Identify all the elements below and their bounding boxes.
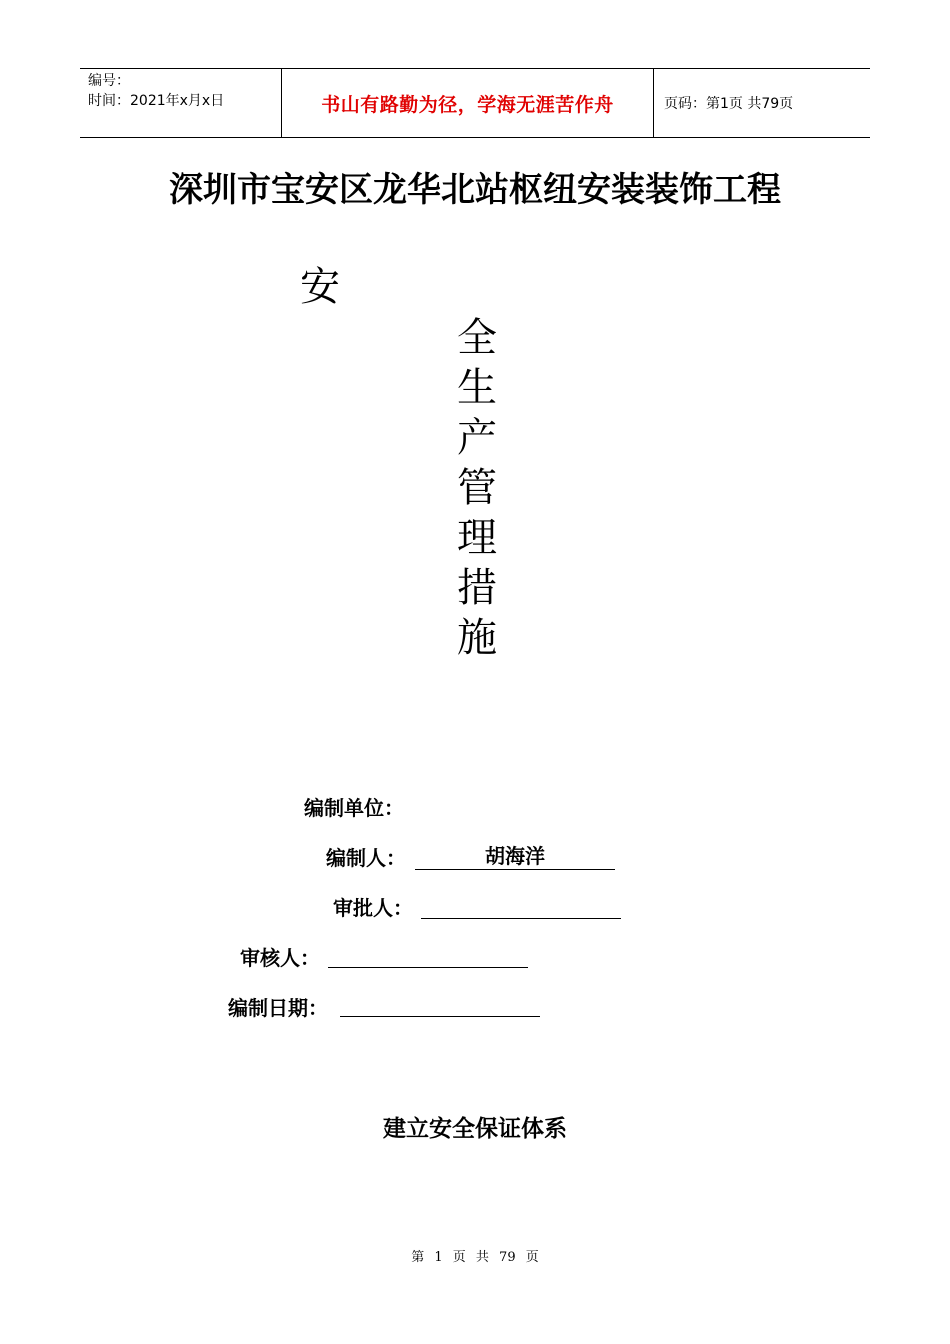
section-heading: 建立安全保证体系 bbox=[383, 1115, 567, 1142]
reviewer-label: 审核人： bbox=[240, 946, 320, 970]
editor-label: 编制人： bbox=[326, 846, 406, 870]
unit-label: 编制单位： bbox=[304, 796, 404, 820]
subtitle-char: 措 bbox=[457, 565, 497, 611]
subtitle-char: 生 bbox=[457, 365, 497, 411]
subtitle-first-char: 安 bbox=[300, 264, 340, 310]
header-motto: 书山有路勤为径，学海无涯苦作舟 bbox=[281, 69, 654, 137]
header-page-info: 页码：第1页 共79页 bbox=[664, 96, 794, 112]
vertical-subtitle bbox=[455, 313, 499, 663]
subtitle-char: 施 bbox=[457, 615, 497, 661]
document-title: 深圳市宝安区龙华北站枢纽安装装饰工程 bbox=[169, 170, 781, 210]
reviewer-line bbox=[328, 941, 528, 968]
approver-label: 审批人： bbox=[333, 896, 413, 920]
date-label: 编制日期： bbox=[228, 996, 328, 1020]
subtitle-char: 全 bbox=[457, 315, 497, 361]
number-label: 编号： bbox=[88, 73, 130, 89]
header-meta bbox=[80, 69, 281, 137]
date-line bbox=[340, 990, 540, 1017]
subtitle-char: 产 bbox=[457, 415, 497, 461]
subtitle-char: 管 bbox=[457, 465, 497, 511]
page-footer: 第 1 页 共 79 页 bbox=[411, 1250, 539, 1265]
editor-value: 胡海洋 bbox=[415, 843, 615, 870]
approver-line bbox=[421, 892, 621, 919]
page-header bbox=[80, 68, 870, 138]
subtitle-char: 理 bbox=[457, 515, 497, 561]
time-label: 时间：2021年x月x日 bbox=[88, 93, 225, 109]
